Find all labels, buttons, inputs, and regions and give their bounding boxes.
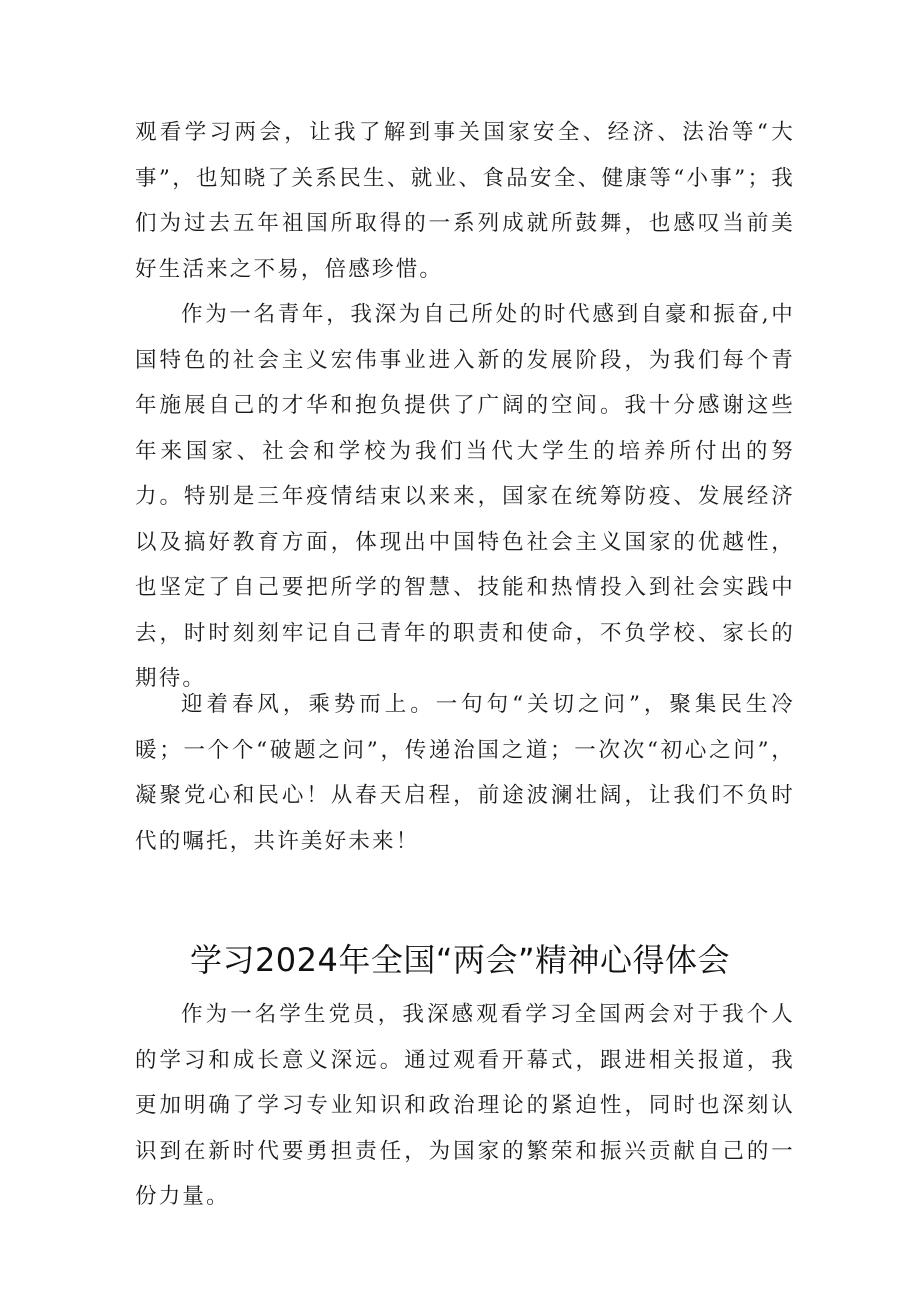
paragraph-youth-pride: 作为一名青年，我深为自己所处的时代感到自豪和振奋,中国特色的社会主义宏伟事业进入新的发展阶段，为我们每个青年施展自己的才华和抱负提供了广阔的空间。我十分感谢这些年来国家、社会和学校为我们当代大学生的培养所付出的努力。特别是三年疫情结束以来来，国家在统筹防疫、发展经济以及搞好教育方面，体现出中国特色社会主义国家的优越性，也坚定了自己要把所学的智慧、技能和热情投入到社会实践中去，时时刻刻牢记自己青年的职责和使命，不负学校、家长的期待。 [135, 302, 795, 691]
paragraph-continuation: 观看学习两会，让我了解到事关国家安全、经济、法治等“大事”，也知晓了关系民生、就业、食品安全、健康等“小事”；我们为过去五年祖国所取得的一系列成就所鼓舞，也感叹当前美好生活来之不易，倍感珍惜。 [135, 120, 795, 282]
document-title: 学习2024年全国“两会”精神心得体会 [189, 941, 731, 979]
paragraph-party-member: 作为一名学生党员，我深感观看学习全国两会对于我个人的学习和成长意义深远。通过观看开幕式，跟进相关报道，我更加明确了学习专业知识和政治理论的紧迫性，同时也深刻认识到在新时代要勇担责任，为国家的繁荣和振兴贡献自己的一份力量。 [135, 1002, 795, 1209]
paragraph-spring-breeze: 迎着春风，乘势而上。一句句“关切之问”，聚集民生冷暖；一个个“破题之问”，传递治国之道；一次次“初心之问”，凝聚党心和民心！从春天启程，前途波澜壮阔，让我们不负时代的嘱托，共许美好未来！ [135, 692, 795, 854]
